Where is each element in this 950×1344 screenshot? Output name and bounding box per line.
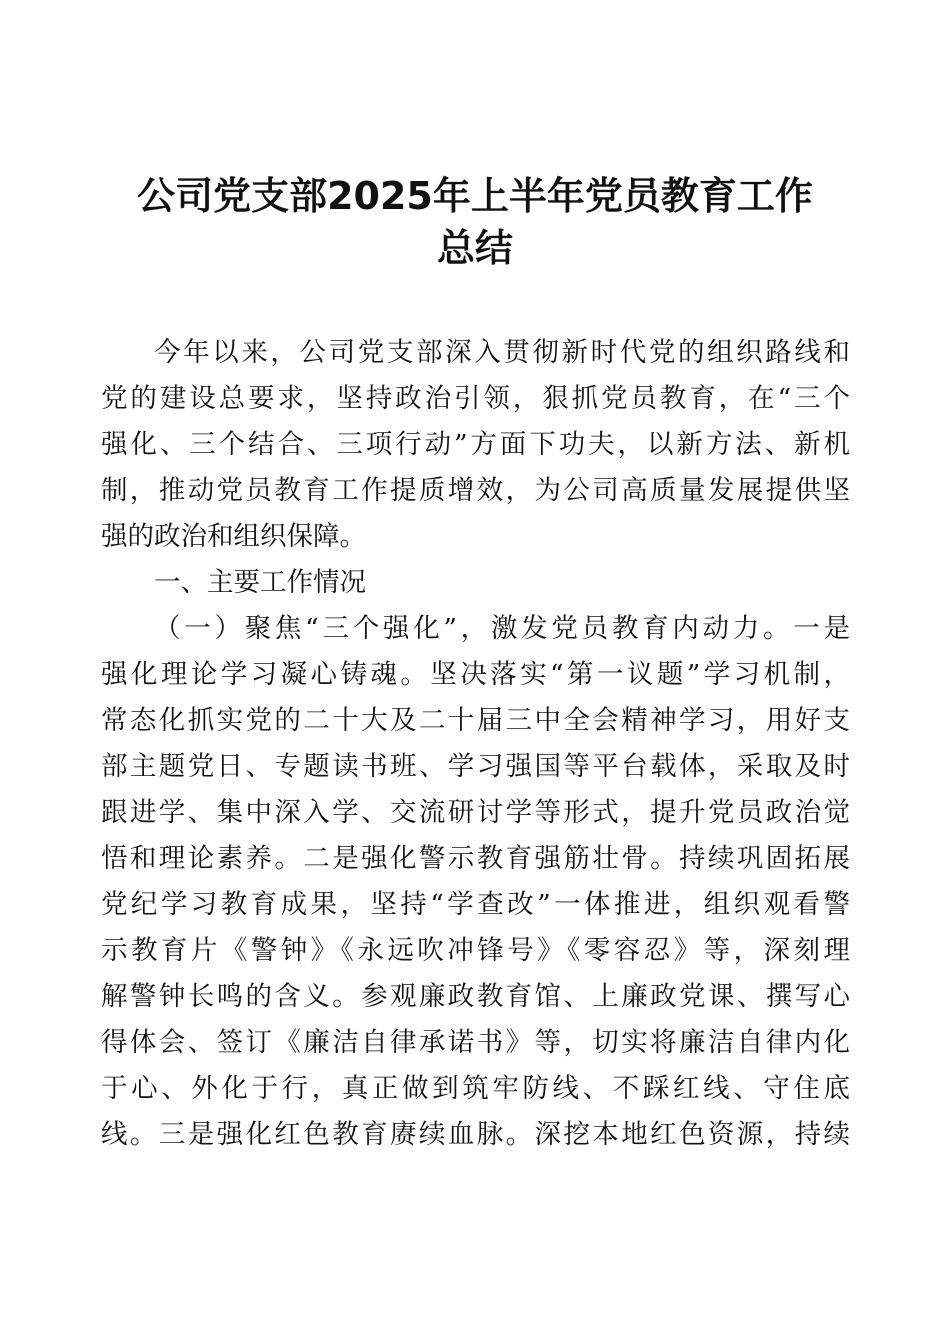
title-line-1: 公司党支部2025年上半年党员教育工作 (137, 174, 813, 218)
paragraph-1-line-8: 示教育片《警钟》《永远吹冲锋号》《零容忍》等，深刻理 (101, 935, 850, 966)
paragraph-1-line-9: 解警钟长鸣的含义。参观廉政教育馆、上廉政党课、撰写心 (101, 981, 850, 1012)
paragraph-1-line-10: 得体会、签订《廉洁自律承诺书》等，切实将廉洁自律内化 (101, 1027, 850, 1058)
paragraph-intro-line-2: 党的建设总要求，坚持政治引领，狠抓党员教育，在“三个 (101, 383, 850, 414)
paragraph-1-line-11: 于心、外化于行，真正做到筑牢防线、不踩红线、守住底 (101, 1073, 850, 1104)
paragraph-1-line-3: 常态化抓实党的二十大及二十届三中全会精神学习，用好支 (101, 705, 850, 736)
paragraph-1-line-1: （一）聚焦“三个强化”，激发党员教育内动力。一是 (154, 613, 850, 644)
paragraph-1-line-4: 部主题党日、专题读书班、学习强国等平台载体，采取及时 (101, 751, 850, 782)
paragraph-intro-line-1: 今年以来，公司党支部深入贯彻新时代党的组织路线和 (154, 337, 850, 368)
section-heading: 一、主要工作情况 (154, 567, 366, 598)
paragraph-1-line-6: 悟和理论素养。二是强化警示教育强筋壮骨。持续巩固拓展 (101, 843, 850, 874)
paragraph-1-line-2: 强化理论学习凝心铸魂。坚决落实“第一议题”学习机制， (101, 659, 850, 690)
document-title (100, 170, 850, 274)
paragraph-intro-line-4: 制，推动党员教育工作提质增效，为公司高质量发展提供坚 (101, 475, 850, 506)
paragraph-1-line-12: 线。三是强化红色教育赓续血脉。深挖本地红色资源，持续 (101, 1119, 850, 1150)
document-body (101, 330, 850, 1158)
paragraph-1-line-5: 跟进学、集中深入学、交流研讨学等形式，提升党员政治觉 (101, 797, 850, 828)
paragraph-intro-line-3: 强化、三个结合、三项行动”方面下功夫，以新方法、新机 (101, 429, 850, 460)
title-line-2: 总结 (436, 226, 513, 270)
paragraph-intro-line-5: 强的政治和组织保障。 (101, 521, 366, 552)
paragraph-1-line-7: 党纪学习教育成果，坚持“学查改”一体推进，组织观看警 (101, 889, 850, 920)
